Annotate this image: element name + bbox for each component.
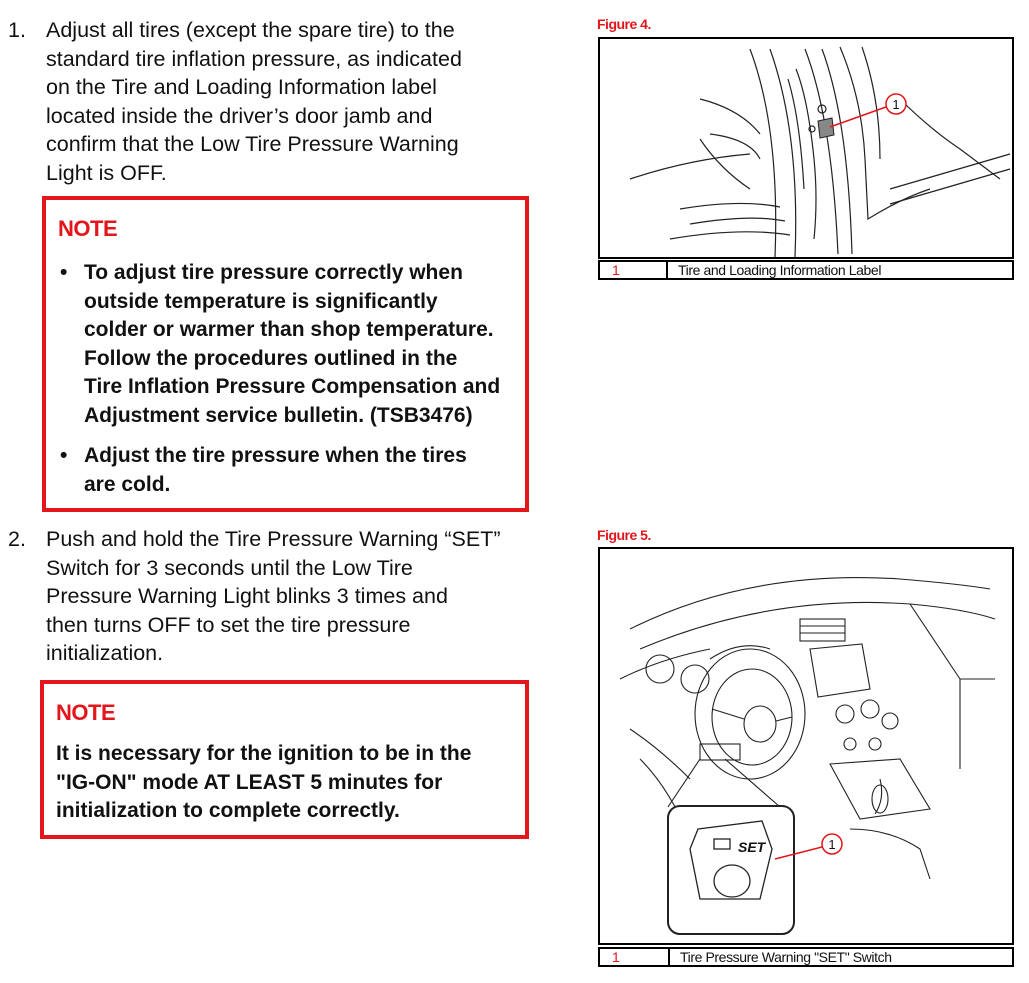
legend-value: Tire and Loading Information Label <box>678 262 882 278</box>
note-box-1 <box>42 196 529 512</box>
step-line: located inside the driver’s door jamb and <box>46 103 433 128</box>
step-line: confirm that the Low Tire Pressure Warning <box>46 132 459 156</box>
step-line: standard tire inflation pressure, as indicated <box>46 46 462 71</box>
figure-4-title: Figure 4. <box>597 16 651 32</box>
step-number: 1. <box>8 18 26 42</box>
switch-label: SET <box>738 839 766 855</box>
step-line: initialization. <box>46 641 164 665</box>
step-line: Adjust all tires (except the spare tire) to the <box>46 18 455 42</box>
legend-key: 1 <box>600 262 668 278</box>
note-line: • To adjust tire pressure correctly when <box>84 261 463 284</box>
figure-5-illustration <box>598 547 1014 945</box>
legend-value: Tire Pressure Warning "SET" Switch <box>680 949 892 965</box>
legend-key: 1 <box>600 949 670 965</box>
figure-5-title: Figure 5. <box>597 527 651 543</box>
step-line: Switch for 3 seconds until the Low Tire <box>46 555 413 580</box>
step-text <box>46 525 536 668</box>
note-line: Follow the procedures outlined in the <box>84 346 458 370</box>
note-line: "IG-ON" mode AT LEAST 5 minutes for <box>56 770 443 794</box>
note-line: Tire Inflation Pressure Compensation and <box>84 375 501 398</box>
step-line: on the Tire and Loading Information label <box>46 75 437 99</box>
step-1 <box>8 16 538 191</box>
note-box-2 <box>40 680 529 839</box>
note-line: Adjustment service bulletin. (TSB3476) <box>84 403 473 427</box>
step-line: Push and hold the Tire Pressure Warning “SET” <box>46 527 501 551</box>
note-text <box>56 740 526 826</box>
note-line: It is necessary for the ignition to be in the <box>56 742 472 765</box>
callout-number: 1 <box>828 837 836 852</box>
step-text <box>46 16 536 187</box>
note-line: are cold. <box>84 472 171 496</box>
note-bullet <box>58 259 528 430</box>
door-jamb-drawing <box>600 39 1012 257</box>
step-line: Light is OFF. <box>46 160 167 185</box>
note-bullet <box>58 442 528 499</box>
dashboard-drawing <box>600 549 1012 943</box>
note-line: colder or warmer than shop temperature. <box>84 318 494 341</box>
note-line: initialization to complete correctly. <box>56 799 400 822</box>
step-line: Pressure Warning Light blinks 3 times and <box>46 584 448 608</box>
figure-5-legend <box>598 947 1014 967</box>
note-title: NOTE <box>56 700 116 725</box>
step-2 <box>8 525 538 670</box>
step-line: then turns OFF to set the tire pressure <box>46 612 411 637</box>
note-title: NOTE <box>58 216 118 241</box>
note-bullet-list <box>58 259 528 511</box>
figure-4-illustration <box>598 37 1014 259</box>
figure-4-legend <box>598 260 1014 280</box>
callout-number: 1 <box>892 97 900 112</box>
note-line: outside temperature is significantly <box>84 289 438 313</box>
note-line: • Adjust the tire pressure when the tires <box>84 444 467 467</box>
step-number: 2. <box>8 527 26 551</box>
